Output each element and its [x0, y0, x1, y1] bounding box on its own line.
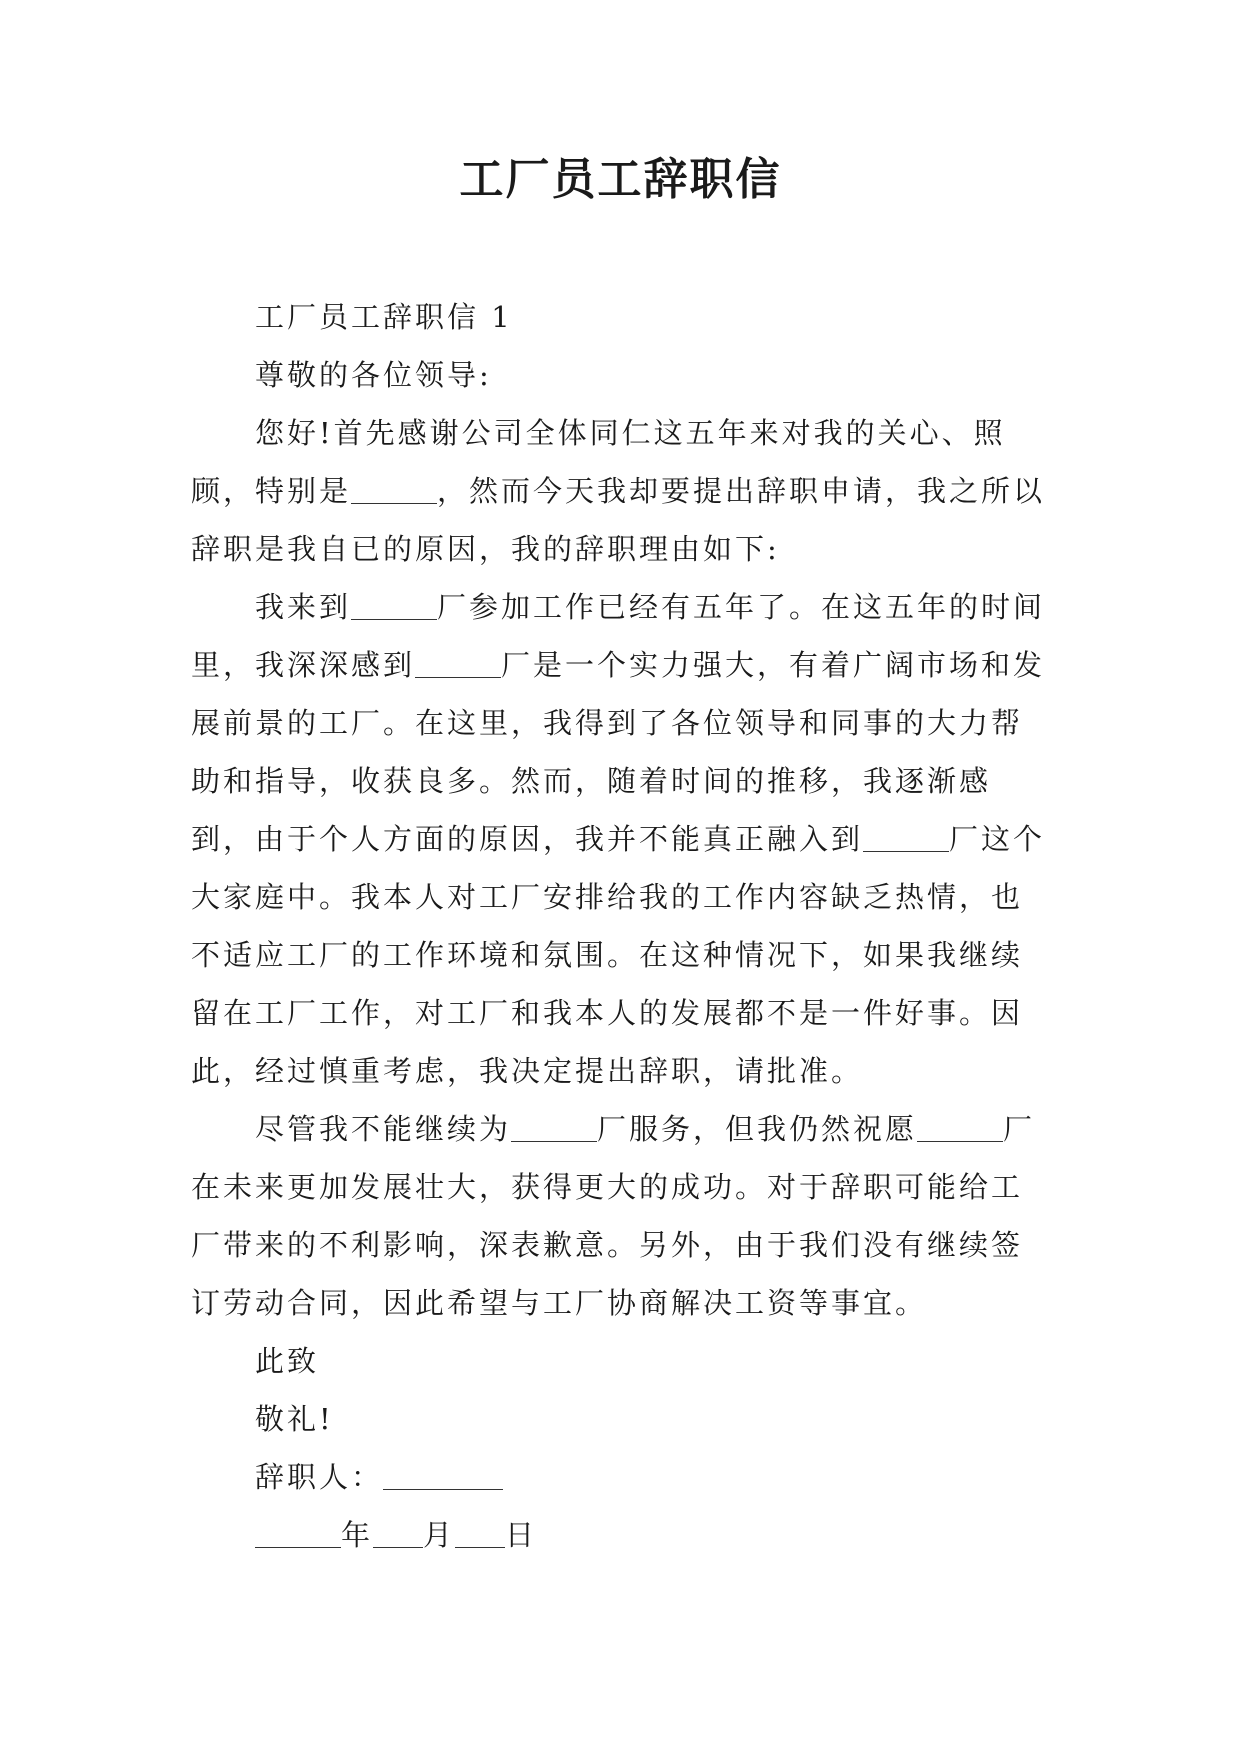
fill-blank	[415, 648, 501, 678]
paragraph-2-part-d: 厂这个大家庭中。我本人对工厂安排给我的工作内容缺乏热情，也不适应工厂的工作环境和氛围。在这种情况下，如果我继续留在工厂工作，对工厂和我本人的发展都不是一件好事。因此，经过慎重考虑，我决定提出辞职，请批准。	[191, 822, 1046, 1088]
fill-blank	[863, 822, 949, 852]
signer-blank	[383, 1460, 503, 1490]
closing-line-1: 此致	[255, 1344, 320, 1378]
paragraph-3-part-b: 厂服务，但我仍然祝愿	[597, 1112, 918, 1146]
paragraph-3-part-c: 厂在未来更加发展壮大，获得更大的成功。对于辞职可能给工厂带来的不利影响，深表歉意。另外，由于我们没有继续签订劳动合同，因此希望与工厂协商解决工资等事宜。	[191, 1112, 1036, 1320]
month-blank	[373, 1518, 423, 1548]
signer-line	[191, 1448, 1051, 1506]
paragraph-1-part-b: ，然而今天我却要提出辞职申请，我之所以辞职是我自已的原因，我的辞职理由如下:	[191, 474, 1046, 566]
month-label: 月	[423, 1518, 456, 1552]
date-line	[191, 1506, 1051, 1564]
paragraph-2-part-b: 厂参加工作已经有五年了。在这五年的时间里，我深深感到	[191, 590, 1046, 682]
paragraph-3	[191, 1100, 1051, 1332]
fill-blank	[511, 1112, 597, 1142]
paragraph-3-part-a: 尽管我不能继续为	[255, 1112, 512, 1146]
signer-label: 辞职人：	[255, 1460, 384, 1494]
document-title: 工厂员工辞职信	[459, 154, 782, 205]
closing-line-2: 敬礼!	[255, 1402, 334, 1436]
salutation: 尊敬的各位领导:	[255, 358, 492, 392]
paragraph-2	[191, 578, 1051, 1100]
fill-blank	[351, 474, 437, 504]
paragraph-2-part-c: 厂是一个实力强大，有着广阔市场和发展前景的工厂。在这里，我得到了各位领导和同事的大力帮助和指导，收获良多。然而，随着时间的推移，我逐渐感到，由于个人方面的原因，我并不能真正融入到	[191, 648, 1046, 856]
fill-blank	[917, 1112, 1003, 1142]
letter-heading: 工厂员工辞职信 1	[255, 300, 513, 334]
document-body	[191, 288, 1051, 1564]
paragraph-2-part-a: 我来到	[255, 590, 352, 624]
paragraph-1	[191, 404, 1051, 578]
day-label: 日	[505, 1518, 538, 1552]
paragraph-1-part-a: 您好!首先感谢公司全体同仁这五年来对我的关心、照顾，特别是	[191, 416, 1006, 508]
year-blank	[255, 1518, 341, 1548]
year-label: 年	[341, 1518, 374, 1552]
day-blank	[455, 1518, 505, 1548]
fill-blank	[351, 590, 437, 620]
